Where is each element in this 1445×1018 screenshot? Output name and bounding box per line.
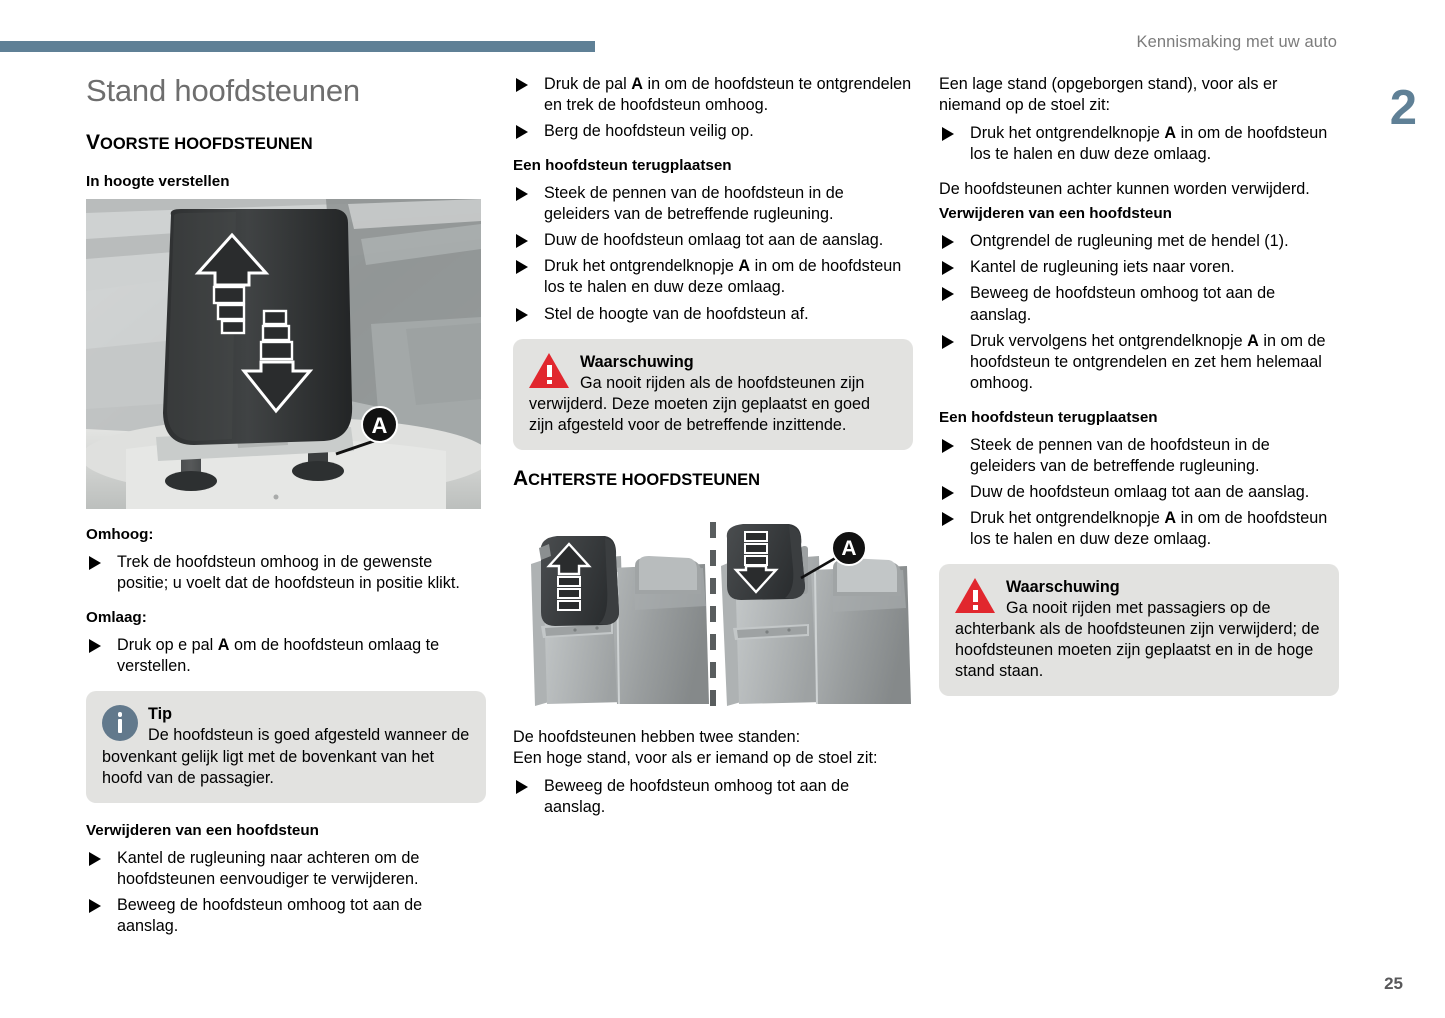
list-item-text: Duw de hoofdsteun omlaag tot aan de aanslag. xyxy=(544,231,884,250)
section-heading-initial: A xyxy=(513,466,529,490)
list-item-text: Stel de hoogte van de hoofdsteun af. xyxy=(544,304,809,323)
subheading-in-hoogte-verstellen: In hoogte verstellen xyxy=(86,173,230,191)
triangle-bullet-icon xyxy=(942,439,954,453)
list-item-text-post: in om de hoofdsteun los te halen en duw deze omlaag. xyxy=(970,508,1328,548)
list-item-text-pre: Druk het ontgrendelknopje xyxy=(544,257,739,276)
header-accent-bar xyxy=(0,41,595,52)
paragraph-hoge-stand: Een hoge stand, voor als er iemand op de stoel zit: xyxy=(513,748,878,767)
triangle-bullet-icon xyxy=(942,127,954,141)
list-item xyxy=(939,435,1339,477)
list-item-text-post: om de hoofdsteun omlaag te verstellen. xyxy=(117,636,440,676)
warning-exclamation-bar xyxy=(973,590,978,602)
tip-callout xyxy=(86,691,486,802)
info-icon-stem xyxy=(118,719,123,733)
list-item xyxy=(513,183,913,225)
triangle-bullet-icon xyxy=(89,899,101,913)
list-item xyxy=(939,482,1339,503)
paragraph-lage-stand: Een lage stand (opgeborgen stand), voor als er niemand op de stoel zit: xyxy=(939,75,1278,115)
list-item xyxy=(939,231,1339,252)
list-item xyxy=(939,123,1339,165)
triangle-bullet-icon xyxy=(516,187,528,201)
list-item-text: Kantel de rugleuning iets naar voren. xyxy=(970,258,1235,277)
list-item-text-pre: Druk de pal xyxy=(544,75,632,93)
list-item xyxy=(513,74,913,116)
page-title: Stand hoofdsteunen xyxy=(86,73,360,108)
warning-title: Waarschuwing xyxy=(580,352,694,371)
section-heading-achterste-hoofdsteunen xyxy=(513,468,913,490)
paragraph-achter-verwijderd: De hoofdsteunen achter kunnen worden verwijderd. xyxy=(939,180,1310,199)
section-heading-voorste-hoofdsteunen xyxy=(86,132,486,154)
subheading-verwijderen-hoofdsteun-achter: Verwijderen van een hoofdsteun xyxy=(939,205,1172,223)
list-item xyxy=(939,283,1339,325)
bullet-list-verwijderen-achter xyxy=(939,231,1339,393)
list-item-text: Beweeg de hoofdsteun omhoog tot aan de aanslag. xyxy=(117,895,423,935)
warning-text: Ga nooit rijden als de hoofdsteunen zijn verwijderd. Deze moeten zijn geplaatst en goed zijn afgesteld voor de betreffende inzittende. xyxy=(529,373,871,434)
list-item xyxy=(86,552,486,594)
list-item-text: Steek de pennen van de hoofdsteun in de geleiders van de betreffende rugleuning. xyxy=(970,435,1270,475)
list-item xyxy=(939,508,1339,550)
warning-exclamation-dot xyxy=(547,380,552,385)
triangle-bullet-icon xyxy=(942,261,954,275)
list-item-text-bold: A xyxy=(1164,508,1177,527)
column-right xyxy=(939,74,1339,714)
list-item-text: Beweeg de hoofdsteun omhoog tot aan de aanslag. xyxy=(970,284,1276,324)
triangle-bullet-icon xyxy=(516,260,528,274)
list-item-text: Trek de hoofdsteun omhoog in de gewenste positie; u voelt dat de hoofdsteun in positie klikt. xyxy=(117,553,460,593)
subheading-verwijderen-hoofdsteun: Verwijderen van een hoofdsteun xyxy=(86,821,319,839)
triangle-bullet-icon xyxy=(942,235,954,249)
list-item-text-pre: Druk op e pal xyxy=(117,636,218,655)
list-item xyxy=(939,257,1339,278)
list-item-text: Duw de hoofdsteun omlaag tot aan de aanslag. xyxy=(970,482,1310,501)
list-item-text: Kantel de rugleuning naar achteren om de hoofdsteunen eenvoudiger te verwijderen. xyxy=(117,848,420,888)
triangle-bullet-icon xyxy=(516,308,528,322)
triangle-bullet-icon xyxy=(942,335,954,349)
list-item xyxy=(939,331,1339,394)
page-number: 25 xyxy=(1384,974,1403,993)
list-item-text: Ontgrendel de rugleuning met de hendel (1). xyxy=(970,232,1289,251)
figure-callout-a xyxy=(361,406,398,443)
list-item-text-pre: Druk het ontgrendelknopje xyxy=(970,124,1165,143)
list-item-text-bold: A xyxy=(631,75,643,93)
section-heading-initial: V xyxy=(86,131,101,155)
bullet-list-omlaag xyxy=(86,635,486,677)
bullet-list-removal-continued xyxy=(513,74,913,142)
list-item xyxy=(513,256,913,298)
info-icon-dot xyxy=(118,712,123,717)
chapter-number: 2 xyxy=(1389,81,1417,135)
section-heading-smallcaps: OORSTE HOOFDSTEUNEN xyxy=(100,135,313,154)
tip-text: De hoofdsteun is goed afgesteld wanneer de bovenkant gelijk ligt met de bovenkant van het hoofd van de passagier. xyxy=(102,726,470,787)
list-item xyxy=(86,848,486,890)
triangle-bullet-icon xyxy=(516,780,528,794)
bullet-list-verwijderen xyxy=(86,848,486,937)
triangle-bullet-icon xyxy=(516,78,528,92)
tip-title: Tip xyxy=(148,705,172,724)
triangle-bullet-icon xyxy=(89,556,101,570)
list-item-text: Berg de hoofdsteun veilig op. xyxy=(544,122,754,141)
list-item-text-bold: A xyxy=(217,636,230,655)
list-item-text-bold: A xyxy=(1164,124,1177,143)
list-item-text-post: in om de hoofdsteun los te halen en duw deze omlaag. xyxy=(970,124,1328,164)
paragraph-twee-standen: De hoofdsteunen hebben twee standen: xyxy=(513,727,801,746)
list-item xyxy=(513,121,913,142)
list-item xyxy=(513,230,913,251)
subheading-terugplaatsen-achter: Een hoofdsteun terugplaatsen xyxy=(939,408,1158,426)
triangle-bullet-icon xyxy=(516,234,528,248)
warning-triangle-icon xyxy=(529,353,570,388)
list-item-text: Steek de pennen van de hoofdsteun in de geleiders van de betreffende rugleuning. xyxy=(544,184,844,224)
figure-callout-a xyxy=(831,530,867,566)
triangle-bullet-icon xyxy=(942,512,954,526)
subheading-terugplaatsen: Een hoofdsteun terugplaatsen xyxy=(513,157,732,175)
list-item xyxy=(513,776,913,818)
warning-callout-rear xyxy=(939,564,1339,696)
bullet-list-hoge-stand xyxy=(513,776,913,818)
triangle-bullet-icon xyxy=(942,486,954,500)
figure-rear-headrest xyxy=(513,516,913,711)
column-left xyxy=(86,74,486,951)
warning-exclamation-bar xyxy=(547,365,552,377)
warning-text: Ga nooit rijden met passagiers op de achterbank als de hoofdsteunen zijn verwijderd; de hoofdsteunen moeten zijn geplaatst en in de hoge stand staan. xyxy=(955,599,1320,681)
subheading-omhoog: Omhoog: xyxy=(86,526,154,544)
list-item xyxy=(513,304,913,325)
list-item xyxy=(86,895,486,937)
warning-title: Waarschuwing xyxy=(1006,578,1120,597)
bullet-list-terugplaatsen-achter xyxy=(939,435,1339,550)
triangle-bullet-icon xyxy=(89,852,101,866)
list-item xyxy=(86,635,486,677)
triangle-bullet-icon xyxy=(516,125,528,139)
front-headrest-illustration xyxy=(86,199,481,509)
list-item-text: Beweeg de hoofdsteun omhoog tot aan de aanslag. xyxy=(544,776,850,817)
warning-icon-wrap xyxy=(529,353,570,388)
warning-callout-front xyxy=(513,339,913,450)
info-icon-wrap xyxy=(102,705,138,741)
info-icon xyxy=(102,705,138,741)
figure-callout-a-label: A xyxy=(371,413,388,439)
list-item-text-post: in om de hoofdsteun te ontgrendelen en zet hem helemaal omhoog. xyxy=(970,331,1326,392)
subheading-omlaag: Omlaag: xyxy=(86,609,147,627)
bullet-list-lage-stand xyxy=(939,123,1339,165)
running-header-title: Kennismaking met uw auto xyxy=(1136,33,1337,51)
column-middle xyxy=(513,74,913,832)
triangle-bullet-icon xyxy=(89,639,101,653)
bullet-list-terugplaatsen xyxy=(513,183,913,324)
list-item-text-post: in om de hoofdsteun te ontgrendelen en trek de hoofdsteun omhoog. xyxy=(544,75,912,115)
list-item-text-post: in om de hoofdsteun los te halen en duw deze omlaag. xyxy=(544,257,902,297)
warning-triangle-icon xyxy=(955,578,996,613)
list-item-text-bold: A xyxy=(1247,331,1259,350)
warning-exclamation-dot xyxy=(973,605,978,610)
list-item-text-pre: Druk het ontgrendelknopje xyxy=(970,508,1165,527)
section-heading-smallcaps: CHTERSTE HOOFDSTEUNEN xyxy=(528,470,761,489)
warning-icon-wrap xyxy=(955,578,996,613)
list-item-text-bold: A xyxy=(738,257,751,276)
figure-callout-a-label: A xyxy=(841,536,857,560)
list-item-text-pre: Druk vervolgens het ontgrendelknopje xyxy=(970,331,1248,350)
figure-front-headrest xyxy=(86,199,481,509)
bullet-list-omhoog xyxy=(86,552,486,594)
triangle-bullet-icon xyxy=(942,287,954,301)
